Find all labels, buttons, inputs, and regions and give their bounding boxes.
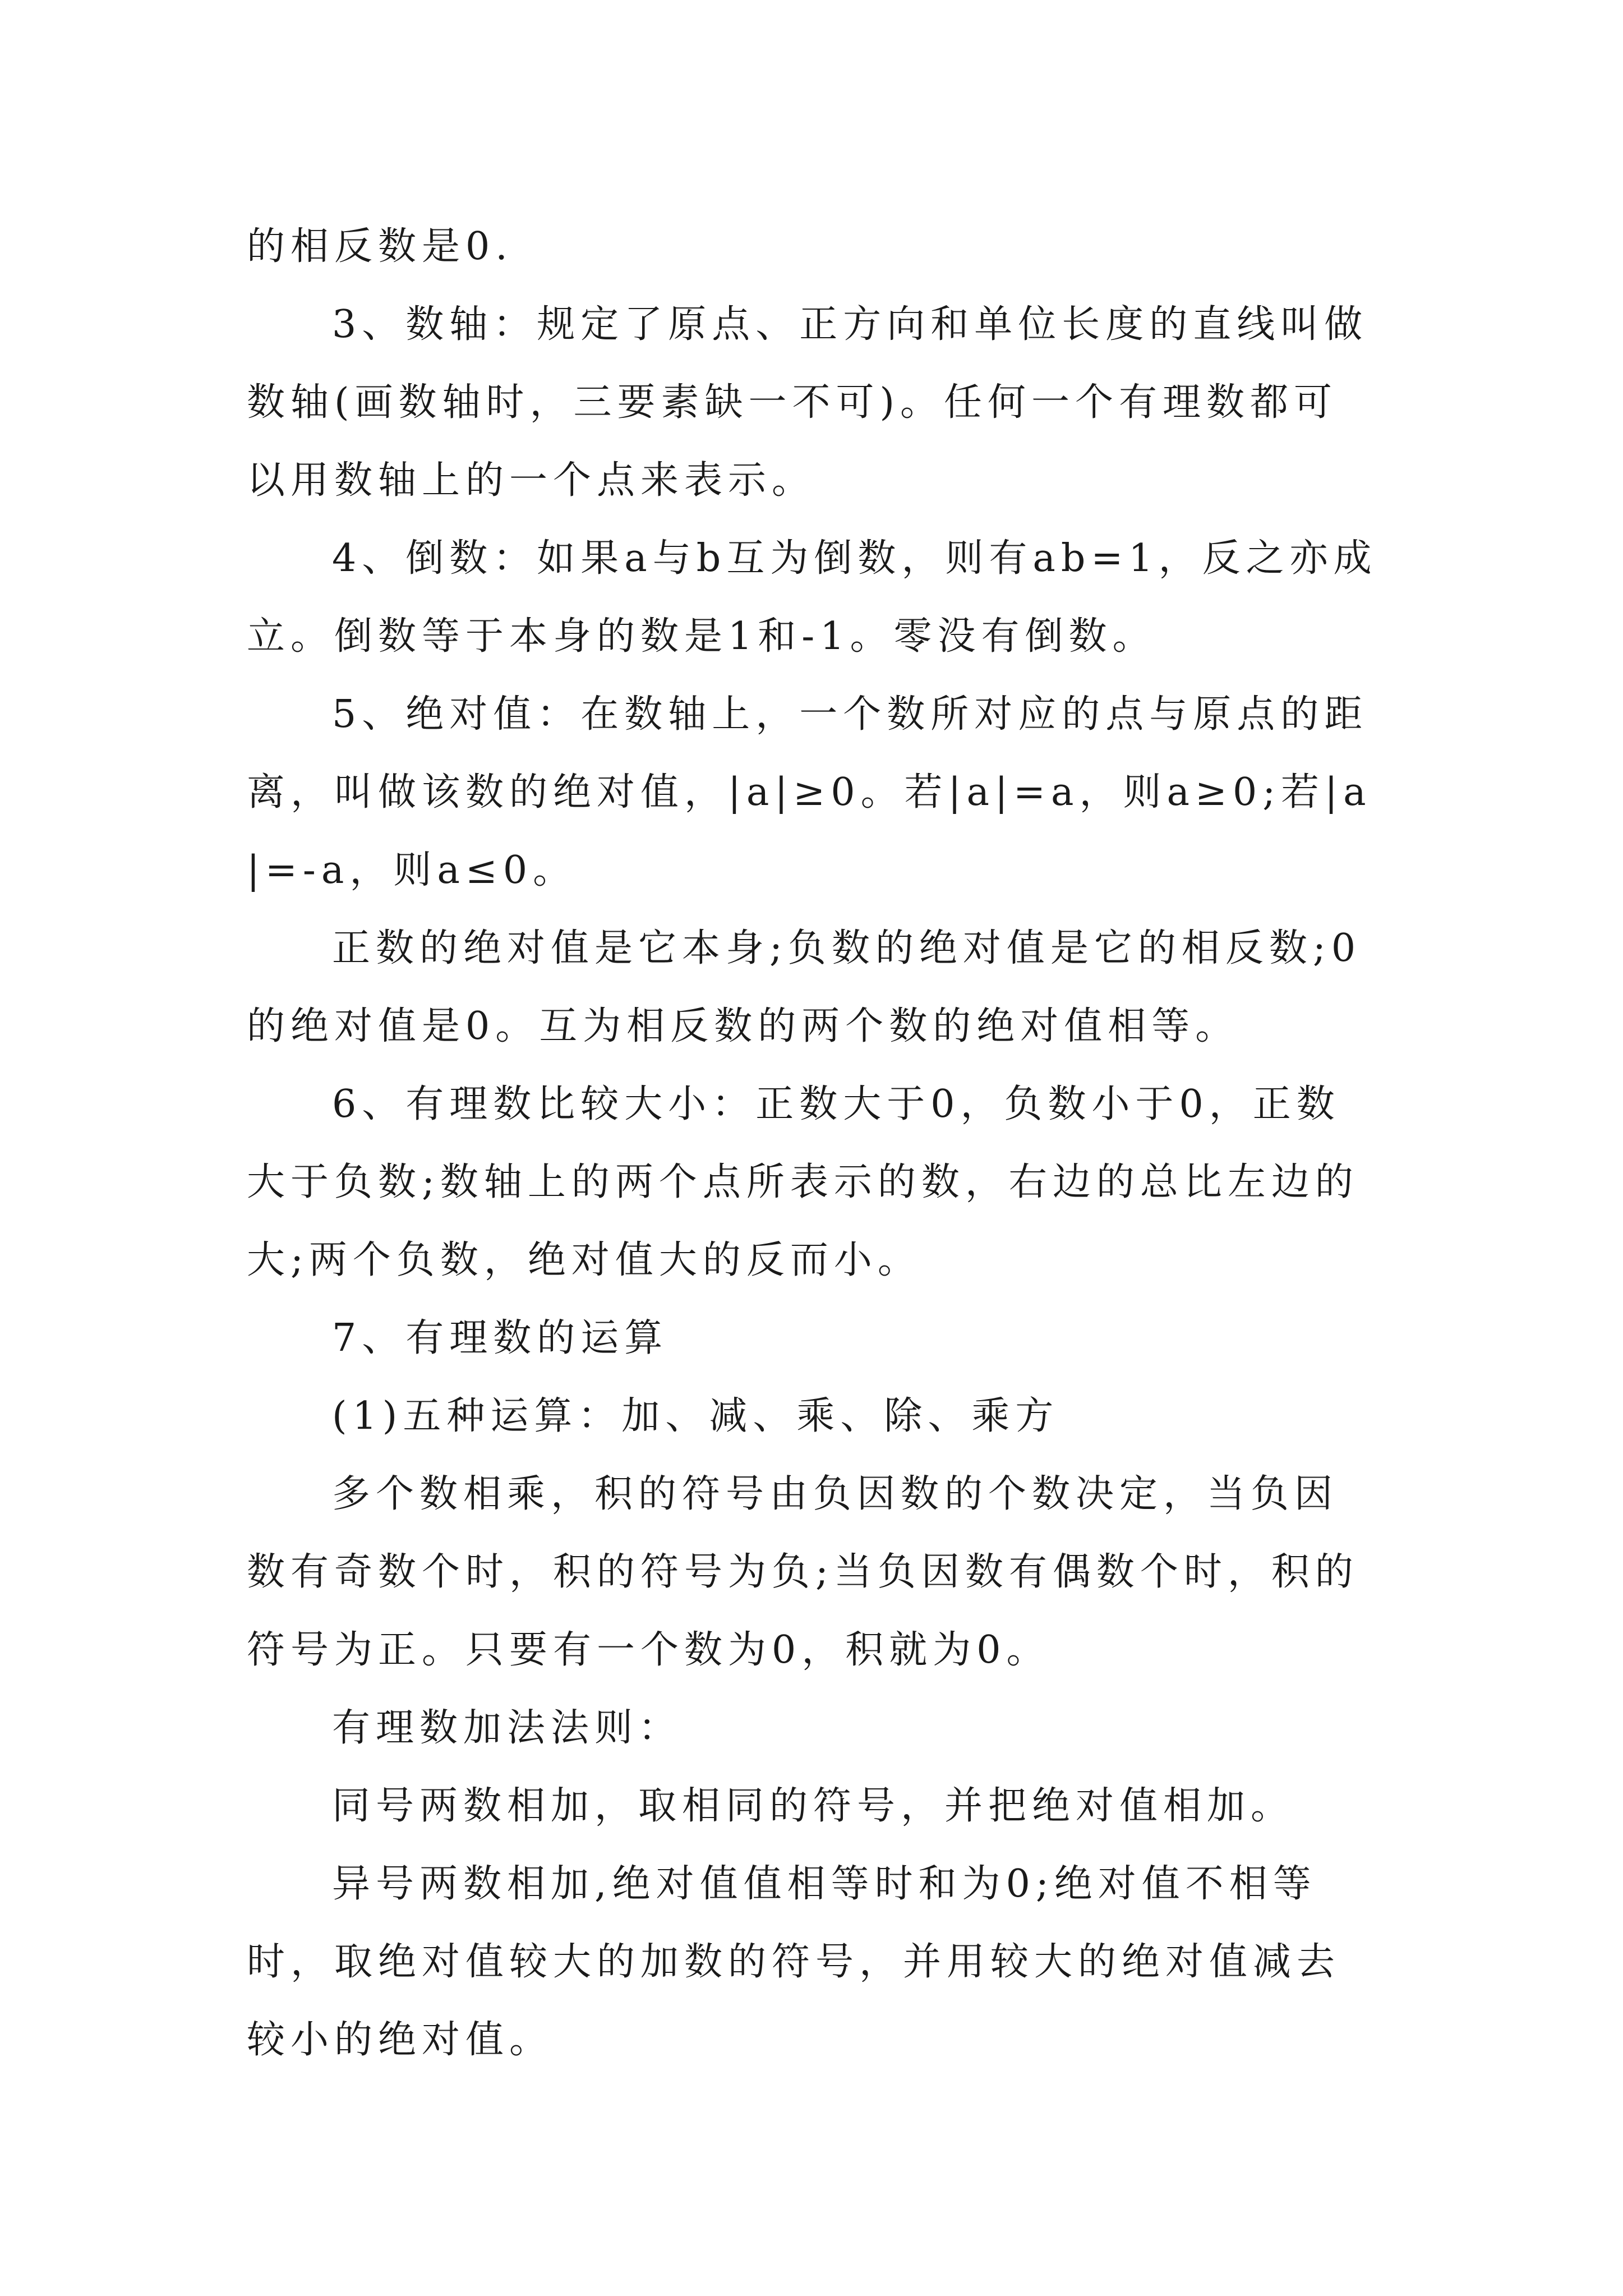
paragraph-reciprocal: 4、倒数：如果a与b互为倒数，则有ab=1，反之亦成立。倒数等于本身的数是1和-1。零没有倒数。: [247, 536, 1377, 659]
paragraph-number-line: 3、数轴：规定了原点、正方向和单位长度的直线叫做数轴(画数轴时，三要素缺一不可)。任何一个有理数都可以用数轴上的一个点来表示。: [247, 302, 1368, 503]
paragraph-different-sign-addition: 异号两数相加,绝对值值相等时和为0;绝对值不相等时，取绝对值较大的加数的符号，并用较大的绝对值减去较小的绝对值。: [247, 1862, 1341, 2062]
paragraph-addition-rule-heading: 有理数加法法则：: [332, 1706, 683, 1750]
paragraph-absolute-value-rules: 正数的绝对值是它本身;负数的绝对值是它的相反数;0的绝对值是0。互为相反数的两个数的绝对值相等。: [247, 926, 1362, 1048]
paragraph-five-operations: (1)五种运算：加、减、乘、除、乘方: [332, 1394, 1059, 1438]
document-body: [247, 208, 1380, 2079]
paragraph-absolute-value: 5、绝对值：在数轴上，一个数所对应的点与原点的距离，叫做该数的绝对值，|a|≥0。若|a|=a，则a≥0;若|a|=-a，则a≤0。: [247, 692, 1372, 892]
paragraph-operations-heading: 7、有理数的运算: [332, 1316, 668, 1360]
paragraph-same-sign-addition: 同号两数相加，取相同的符号，并把绝对值相加。: [332, 1784, 1295, 1828]
paragraph-opposite-of-zero: 的相反数是0.: [247, 224, 513, 269]
paragraph-multiplication-sign: 多个数相乘，积的符号由负因数的个数决定，当负因数有奇数个时，积的符号为负;当负因数有偶数个时，积的符号为正。只要有一个数为0，积就为0。: [247, 1472, 1359, 1672]
paragraph-compare-rationals: 6、有理数比较大小：正数大于0，负数小于0，正数大于负数;数轴上的两个点所表示的数，右边的总比左边的大;两个负数，绝对值大的反而小。: [247, 1082, 1359, 1282]
